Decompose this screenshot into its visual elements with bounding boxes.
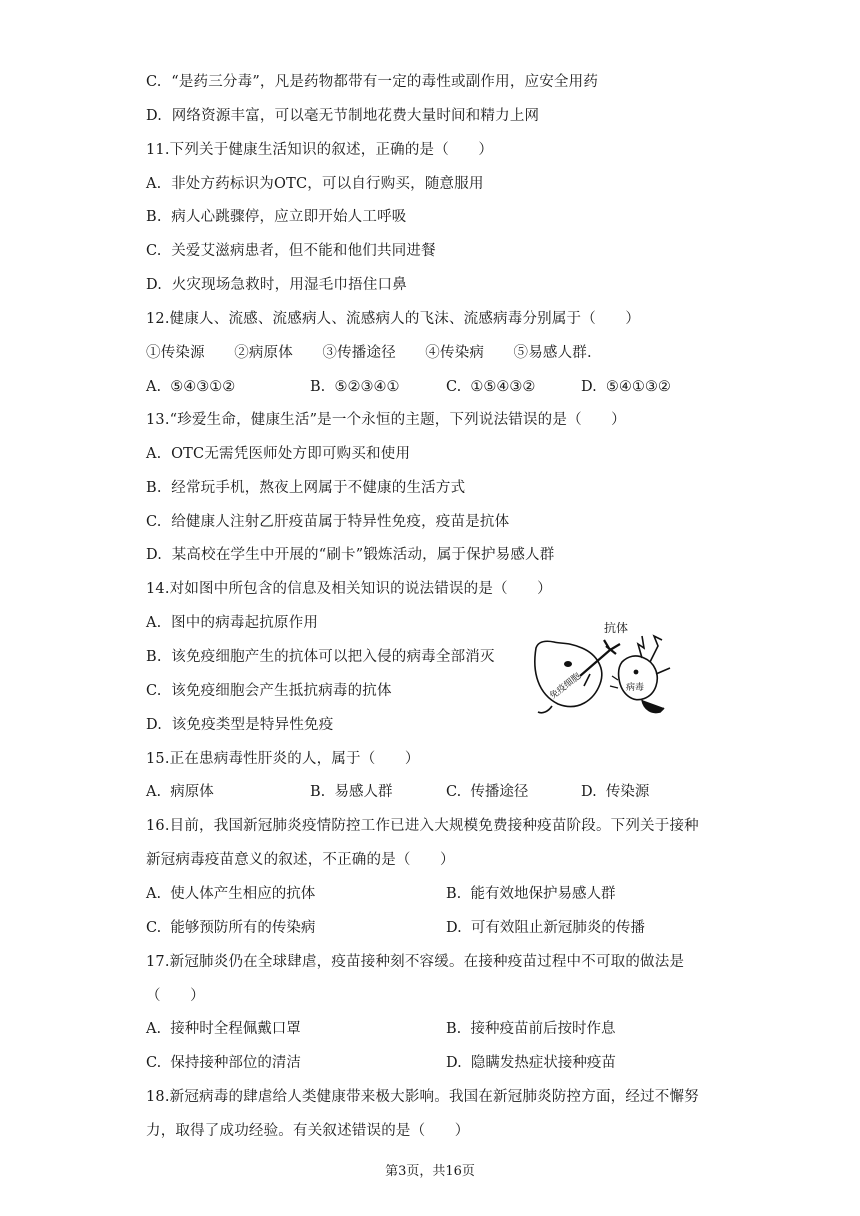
q16-option-b: B. 能有效地保护易感人群 [446,886,616,902]
immune-cell-label: 免疫细胞 [548,671,583,702]
q16-stem-line1: 16.目前，我国新冠肺炎疫情防控工作已进入大规模免费接种疫苗阶段。下列关于接种 [146,818,699,834]
q13-option-b: B. 经常玩手机，熬夜上网属于不健康的生活方式 [146,480,466,496]
antibody-label: 抗体 [604,621,629,635]
q12-option-c: C. ①⑤④③② [446,379,536,395]
q16-option-d: D. 可有效阻止新冠肺炎的传播 [446,920,645,936]
q17-stem-line1: 17.新冠肺炎仍在全球肆虐，疫苗接种刻不容缓。在接种疫苗过程中不可取的做法是 [146,954,685,970]
page-number-footer: 第3页，共16页 [385,1164,475,1179]
q17-option-d: D. 隐瞒发热症状接种疫苗 [446,1055,616,1071]
q14-option-a: A. 图中的病毒起抗原作用 [146,615,319,631]
motion-lines [610,676,618,688]
q17-stem-line2: （ ） [146,988,205,1004]
q15-option-c: C. 传播途径 [446,784,529,800]
q13-option-d: D. 某高校在学生中开展的“刷卡”锻炼活动，属于保护易感人群 [146,547,555,563]
q15-option-d: D. 传染源 [581,784,650,800]
q15-option-b: B. 易感人群 [310,784,393,800]
q14-option-d: D. 该免疫类型是特异性免疫 [146,717,334,733]
q16-stem-line2: 新冠病毒疫苗意义的叙述，不正确的是（ ） [146,852,455,868]
q18-stem-line1: 18.新冠病毒的肆虐给人类健康带来极大影响。我国在新冠肺炎防控方面，经过不懈努 [146,1089,699,1105]
q14-stem: 14.对如图中所包含的信息及相关知识的说法错误的是（ ） [146,581,552,597]
q16-option-a: A. 使人体产生相应的抗体 [146,886,316,902]
virus-eye [634,670,639,675]
q12-stem: 12.健康人、流感、流感病人、流感病人的飞沫、流感病毒分别属于（ ） [146,311,641,327]
immune-cell-eye [564,661,572,667]
q12-option-a: A. ⑤④③①② [146,379,236,395]
q17-option-c: C. 保持接种部位的清洁 [146,1055,301,1071]
immune-cell-foot [538,706,552,713]
q14-option-c: C. 该免疫细胞会产生抵抗病毒的抗体 [146,683,392,699]
q15-stem: 15.正在患病毒性肝炎的人，属于（ ） [146,751,420,767]
q14-option-b: B. 该免疫细胞产生的抗体可以把入侵的病毒全部消灭 [146,649,495,665]
q13-option-a: A. OTC无需凭医师处方即可购买和使用 [146,446,411,462]
immune-cell-virus-figure [524,614,686,718]
q11-stem: 11.下列关于健康生活知识的叙述，正确的是（ ） [146,142,494,158]
q10-option-d: D. 网络资源丰富，可以毫无节制地花费大量时间和精力上网 [146,108,540,124]
q13-stem: 13.“珍爱生命，健康生活”是一个永恒的主题，下列说法错误的是（ ） [146,412,626,428]
q12-choices-key: ①传染源 ②病原体 ③传播途径 ④传染病 ⑤易感人群. [146,345,592,361]
q10-option-c: C. “是药三分毒”，凡是药物都带有一定的毒性或副作用，应安全用药 [146,74,599,90]
q15-option-a: A. 病原体 [146,784,214,800]
q17-option-a: A. 接种时全程佩戴口罩 [146,1021,301,1037]
q11-option-c: C. 关爱艾滋病患者，但不能和他们共同进餐 [146,243,436,259]
q11-option-b: B. 病人心跳骤停，应立即开始人工呼吸 [146,209,407,225]
immune-cell-body [535,641,602,706]
q18-stem-line2: 力，取得了成功经验。有关叙述错误的是（ ） [146,1123,470,1139]
q17-option-b: B. 接种疫苗前后按时作息 [446,1021,616,1037]
q12-option-b: B. ⑤②③④① [310,379,400,395]
virus-body [619,656,658,700]
q11-option-d: D. 火灾现场急救时，用湿毛巾捂住口鼻 [146,277,407,293]
q13-option-c: C. 给健康人注射乙肝疫苗属于特异性免疫，疫苗是抗体 [146,514,510,530]
virus-foot [642,700,664,713]
virus-label: 病毒 [626,683,645,693]
q11-option-a: A. 非处方药标识为OTC，可以自行购买，随意服用 [146,176,484,192]
q12-option-d: D. ⑤④①③② [581,379,671,395]
q16-option-c: C. 能够预防所有的传染病 [146,920,316,936]
